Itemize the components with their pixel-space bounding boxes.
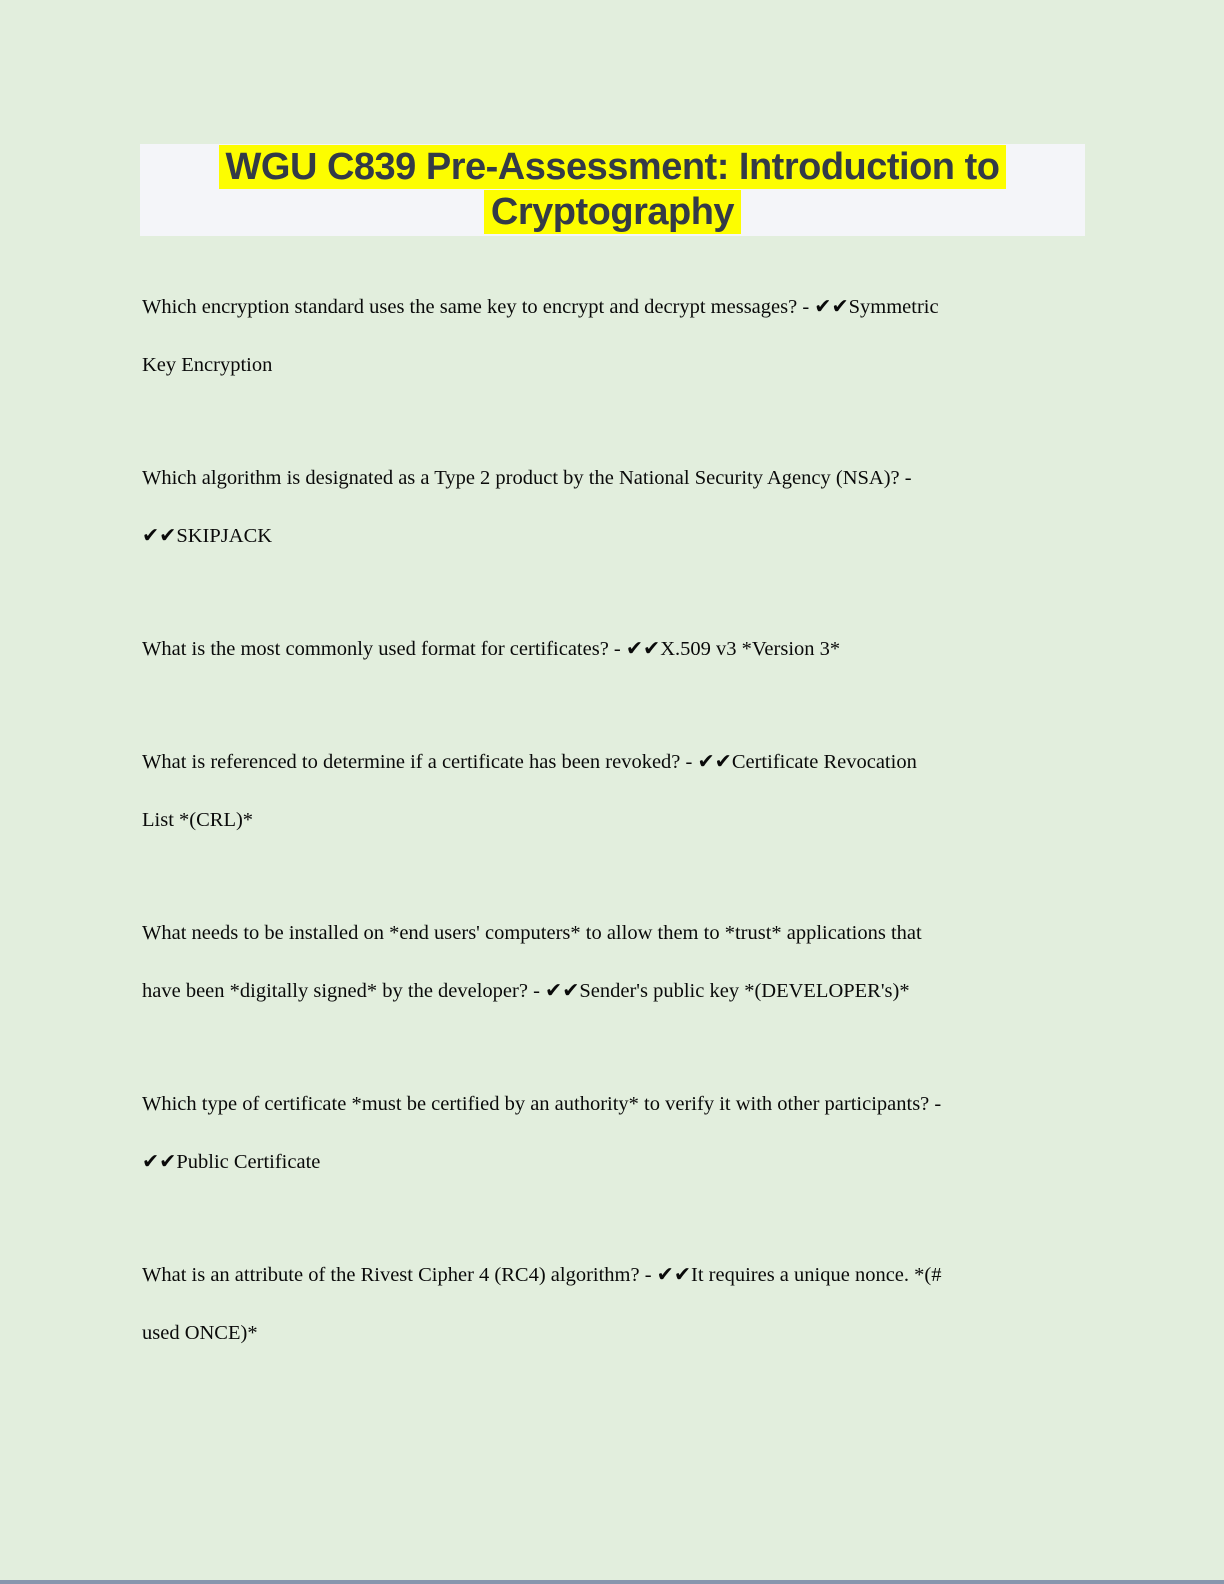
qa-line: Which encryption standard uses the same key to encrypt and decrypt messages? - ✔✔Symmetric — [142, 296, 939, 318]
qa-line: Which algorithm is designated as a Type 2 product by the National Security Agency (NSA)? - — [142, 467, 912, 489]
qa-line: ✔✔SKIPJACK — [142, 525, 273, 547]
qa-paragraph — [142, 733, 1092, 849]
title-line-2 — [140, 190, 1085, 235]
title-block — [140, 144, 1085, 236]
qa-line: What is an attribute of the Rivest Cipher 4 (RC4) algorithm? - ✔✔It requires a unique nonce. *(# — [142, 1264, 942, 1286]
qa-line: have been *digitally signed* by the developer? - ✔✔Sender's public key *(DEVELOPER's)* — [142, 980, 910, 1002]
title-highlight-1: WGU C839 Pre-Assessment: Introduction to — [219, 145, 1007, 189]
qa-paragraph — [142, 620, 1092, 678]
qa-line: What is the most commonly used format for certificates? - ✔✔X.509 v3 *Version 3* — [142, 638, 841, 660]
qa-paragraph — [142, 278, 1092, 394]
qa-paragraph — [142, 904, 1092, 1020]
title-line-1 — [140, 145, 1085, 190]
qa-line: Key Encryption — [142, 354, 273, 376]
qa-line: ✔✔Public Certificate — [142, 1151, 321, 1173]
page-bottom-edge — [0, 1580, 1224, 1584]
qa-paragraph — [142, 1246, 1092, 1362]
qa-line: Which type of certificate *must be certified by an authority* to verify it with other participants? - — [142, 1093, 942, 1115]
qa-line: List *(CRL)* — [142, 809, 254, 831]
qa-line: used ONCE)* — [142, 1322, 258, 1344]
qa-paragraph — [142, 449, 1092, 565]
qa-list — [142, 278, 1092, 1417]
qa-line: What needs to be installed on *end users' computers* to allow them to *trust* applications that — [142, 922, 922, 944]
qa-line: What is referenced to determine if a certificate has been revoked? - ✔✔Certificate Revocation — [142, 751, 917, 773]
title-highlight-2: Cryptography — [484, 190, 741, 234]
qa-paragraph — [142, 1075, 1092, 1191]
